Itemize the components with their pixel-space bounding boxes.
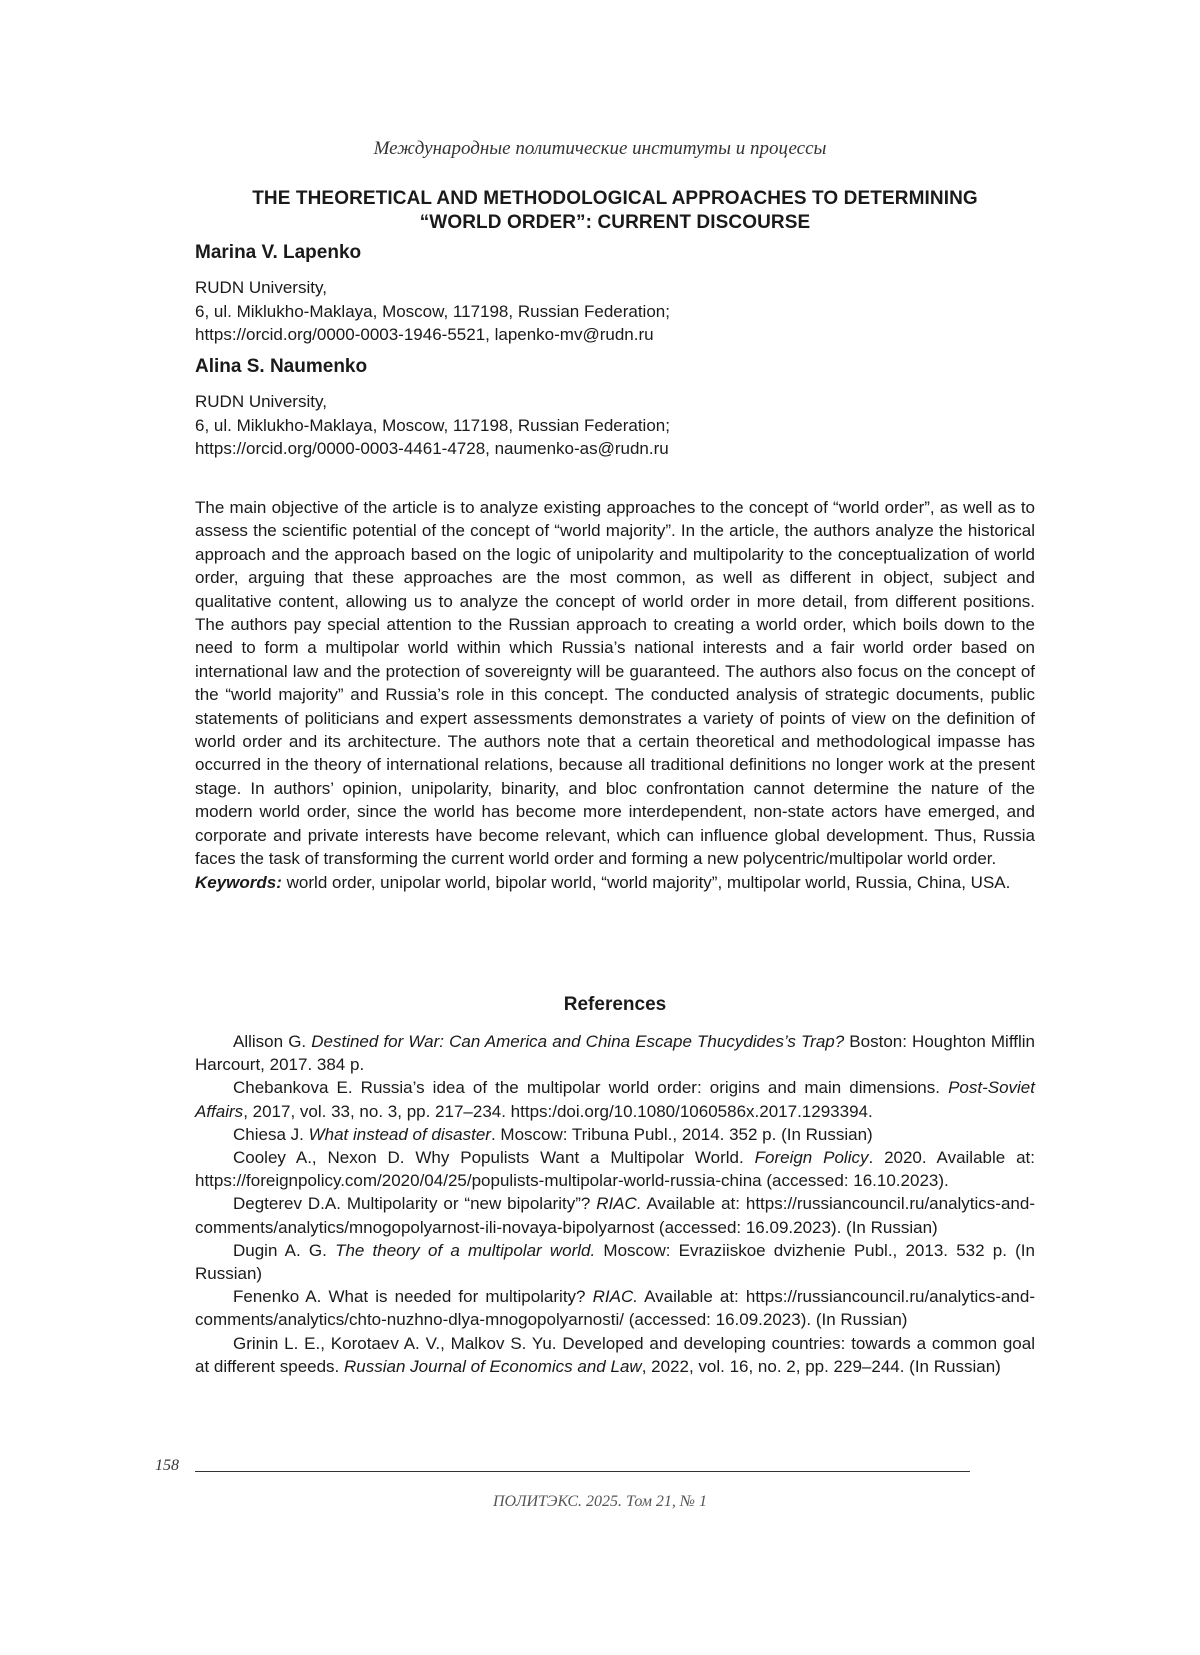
affiliation-address: 6, ul. Miklukho-Maklaya, Moscow, 117198, Russian Federation; (195, 415, 670, 435)
reference-item (195, 1239, 1035, 1285)
ref-title: Russian Journal of Economics and Law (344, 1356, 642, 1376)
ref-details: Boston: Houghton Mifflin Harcourt, 2017. 384 p. (195, 1032, 1035, 1075)
affiliation-address: 6, ul. Miklukho-Maklaya, Moscow, 117198, Russian Federation; (195, 301, 670, 321)
reference-item (195, 1332, 1035, 1378)
ref-details: . 2020. Available at: https://foreignpolicy.com/2020/04/25/populists-multipolar-world-russia-china (accessed: 16.10.2023). (195, 1148, 1035, 1191)
reference-item (195, 1030, 1035, 1076)
ref-authors: Fenenko A. What is needed for multipolarity? (233, 1287, 593, 1307)
references-list (195, 1030, 1035, 1378)
ref-details: . Moscow: Tribuna Publ., 2014. 352 p. (In Russian) (490, 1124, 873, 1144)
ref-details: Moscow: Evraziiskoe dvizhenie Publ., 2013. 532 p. (In Russian) (195, 1240, 1035, 1284)
ref-authors: Degterev D.A. Multipolarity or “new bipolarity”? (233, 1194, 597, 1214)
footer-rule (195, 1471, 970, 1472)
running-head: Международные политические институты и процессы (373, 138, 827, 159)
ref-title: What instead of disaster (308, 1124, 491, 1144)
author-block-2 (195, 355, 1035, 461)
keywords-list: world order, unipolar world, bipolar world, “world majority”, multipolar world, Russia, China, USA. (281, 872, 1011, 892)
ref-title: Post-Soviet Affairs (195, 1078, 1035, 1121)
ref-title: RIAC. (596, 1194, 642, 1214)
keywords-label: Keywords: (195, 872, 282, 892)
reference-item (195, 1285, 1035, 1331)
ref-authors: Allison G. (233, 1032, 312, 1051)
ref-title: Destined for War: Can America and China Escape Thucydides’s Trap? (311, 1032, 845, 1051)
affiliation-university: RUDN University, (195, 278, 327, 297)
references-heading: References (563, 994, 667, 1015)
ref-title: Foreign Policy (754, 1148, 869, 1168)
affiliation-university: RUDN University, (195, 392, 327, 411)
author-block-1 (195, 241, 1035, 347)
ref-authors: Chebankova E. Russia’s idea of the multipolar world order: origins and main dimensions. (233, 1078, 949, 1098)
abstract-text: The main objective of the article is to analyze existing approaches to the concept of “world order”, as well as to assess the scientific potential of the concept of “world majority”. In the article, the authors analyze the historical approach and the approach based on the logic of unipolarity and multipolarity to the conceptualization of world order, arguing that these approaches are the most common, as well as different in object, subject and qualitative content, allowing us to analyze the concept of world order in more detail, from different positions. The authors pay special attention to the Russian approach to creating a world order, which boils down to the need to form a multipolar world within which Russia’s national interests and a fair world order based on international law and the protection of sovereignty will be guaranteed. The authors also focus on the concept of the “world majority” and Russia’s role in this concept. The conducted analysis of strategic documents, public statements of politicians and expert assessments demonstrates a variety of points of view on the definition of world order and its architecture. The authors note that a certain theoretical and methodological impasse has occurred in the theory of international relations, because all traditional definitions no longer work at the present stage. In authors’ opinion, unipolarity, binarity, and bloc confrontation cannot determine the nature of the modern world order, since the world has become more interdependent, non-state actors have emerged, and corporate and private interests have become relevant, which can influence global development. Thus, Russia faces the task of transforming the current world order and forming a new polycentric/multipolar world order. (195, 498, 1035, 869)
ref-authors: Cooley A., Nexon D. Why Populists Want a Multipolar World. (233, 1148, 755, 1168)
author-name: Marina V. Lapenko (195, 242, 362, 263)
ref-details: , 2022, vol. 16, no. 2, pp. 229–244. (In Russian) (641, 1356, 1001, 1376)
author-name: Alina S. Naumenko (195, 356, 368, 377)
author-affiliation (195, 390, 1035, 461)
affiliation-contact: https://orcid.org/0000-0003-4461-4728, naumenko-as@rudn.ru (195, 439, 669, 458)
reference-item (195, 1192, 1035, 1238)
journal-footer: ПОЛИТЭКС. 2025. Том 21, № 1 (492, 1493, 708, 1510)
ref-authors: Chiesa J. (233, 1124, 309, 1144)
ref-authors: Grinin L. E., Korotaev A. V., Malkov S. Yu. Developed and developing countries: towards a common goal at different speeds. (195, 1333, 1035, 1376)
ref-details: Available at: https://russiancouncil.ru/analytics-and-comments/analytics/chto-nuzhno-dlya-mnogopolyarnosti/ (accessed: 16.09.2023). (In Russian) (195, 1287, 1036, 1330)
reference-item (195, 1123, 1035, 1146)
keywords (195, 871, 1035, 894)
ref-details: Available at: https://russiancouncil.ru/analytics-and-comments/analytics/mnogopolyarnost-ili-novaya-bipolyarnost (accessed: 16.09.2023). (In Russian) (195, 1194, 1035, 1237)
title-line-1: THE THEORETICAL AND METHODOLOGICAL APPROACHES TO DETERMINING (252, 188, 978, 209)
ref-title: The theory of a multipolar world. (335, 1240, 596, 1260)
ref-details: , 2017, vol. 33, no. 3, pp. 217–234. https:/doi.org/10.1080/1060586x.2017.1293394. (243, 1101, 873, 1121)
reference-item (195, 1076, 1035, 1122)
title-line-2: “WORLD ORDER”: CURRENT DISCOURSE (419, 212, 811, 233)
affiliation-contact: https://orcid.org/0000-0003-1946-5521, lapenko-mv@rudn.ru (195, 325, 654, 344)
article-title (195, 187, 1035, 235)
ref-title: RIAC. (592, 1287, 638, 1307)
author-affiliation (195, 276, 1035, 347)
abstract (195, 496, 1035, 894)
page-number: 158 (155, 1457, 179, 1474)
reference-item (195, 1146, 1035, 1192)
ref-authors: Dugin A. G. (233, 1240, 336, 1260)
